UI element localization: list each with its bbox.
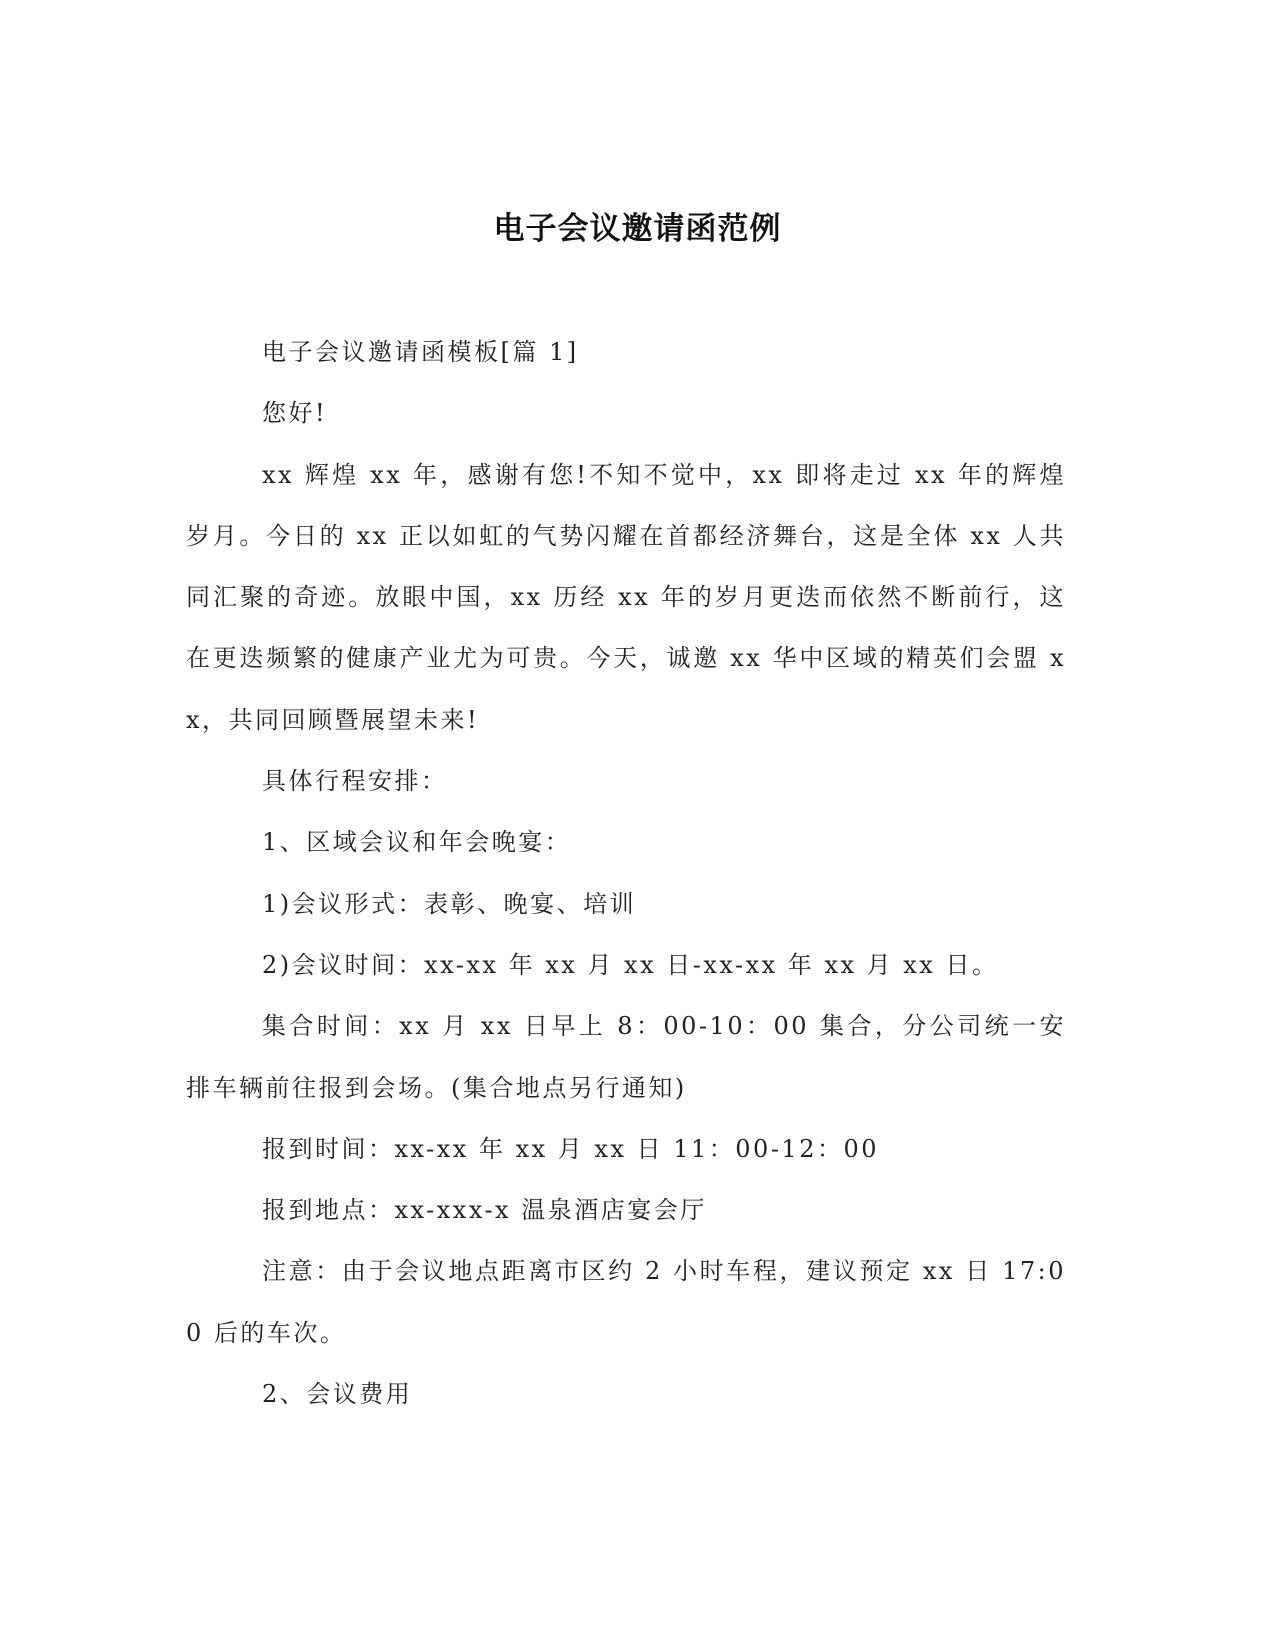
checkin-time: 报到时间：xx-xx 年 xx 月 xx 日 11：00-12：00 <box>262 1134 880 1163</box>
list-item: 1)会议形式：表彰、晚宴、培训 <box>262 889 637 918</box>
list-item: 2)会议时间：xx-xx 年 xx 月 xx 日-xx-xx 年 xx 月 xx 日。 <box>262 950 999 979</box>
document-body <box>186 322 1066 1425</box>
intro-paragraph: xx 辉煌 xx 年，感谢有您!不知不觉中，xx 即将走过 xx 年的辉煌岁月。今日的 xx 正以如虹的气势闪耀在首都经济舞台，这是全体 xx 人共同汇聚的奇迹。放眼中国，xx 历经 xx 年的岁月更迭而依然不断前行，这在更迭频繁的健康产业尤为可贵。今天，诚邀 xx 华中区域的精英们会盟 xx，共同回顾暨展望未来! <box>186 460 1066 734</box>
assembly-time-paragraph: 集合时间：xx 月 xx 日早上 8：00-10：00 集合，分公司统一安排车辆前往报到会场。(集合地点另行通知) <box>186 1012 1066 1102</box>
list-item: 1、区域会议和年会晚宴： <box>262 828 572 857</box>
schedule-heading: 具体行程安排： <box>262 767 448 796</box>
section-heading: 电子会议邀请函模板[篇 1] <box>262 338 579 366</box>
document-title: 电子会议邀请函范例 <box>493 211 782 247</box>
greeting: 您好! <box>262 399 328 428</box>
list-item: 2、会议费用 <box>262 1380 413 1409</box>
checkin-location: 报到地点：xx-xxx-x 温泉酒店宴会厅 <box>262 1196 707 1225</box>
notice-paragraph: 注意：由于会议地点距离市区约 2 小时车程，建议预定 xx 日 17:00 后的车次。 <box>186 1257 1066 1347</box>
